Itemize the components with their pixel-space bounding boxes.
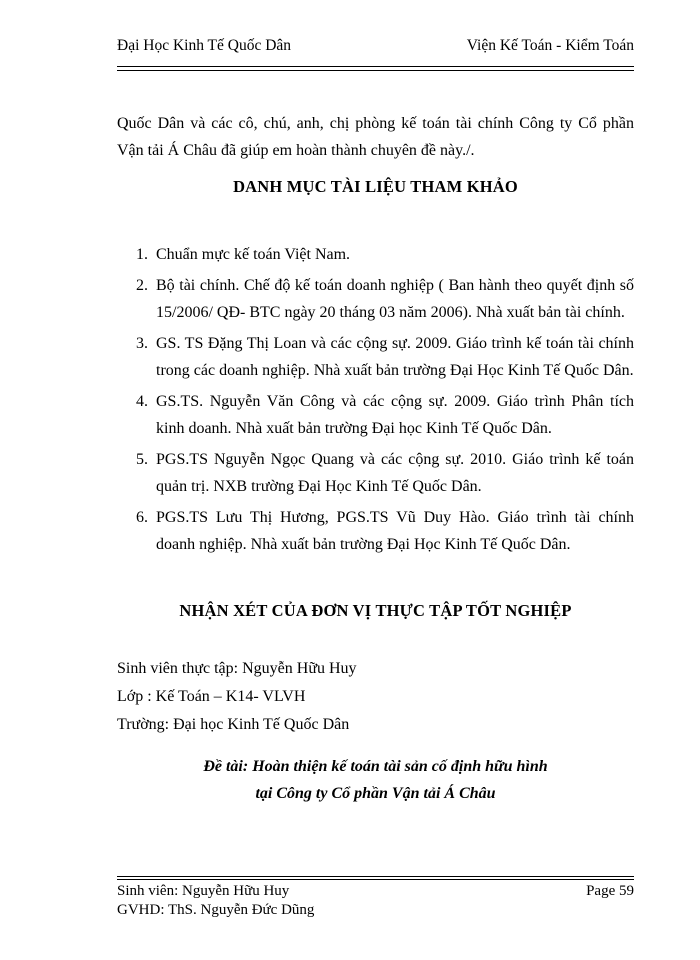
page-header bbox=[117, 36, 634, 56]
header-university: Đại Học Kinh Tế Quốc Dân bbox=[117, 37, 292, 54]
reference-item bbox=[117, 388, 634, 443]
page-footer bbox=[117, 882, 634, 920]
reference-item bbox=[117, 330, 634, 385]
intro-paragraph bbox=[117, 110, 634, 164]
page-number: Page 59 bbox=[586, 883, 634, 899]
student-school: Trường: Đại học Kinh Tế Quốc Dân bbox=[117, 715, 350, 733]
student-info bbox=[117, 655, 634, 739]
footer-rule-thin bbox=[117, 876, 634, 877]
reference-text: Chuẩn mực kế toán Việt Nam. bbox=[156, 246, 351, 263]
reference-text: PGS.TS Nguyễn Ngọc Quang và các cộng sự. 2010. Giáo trình kế toán quản trị. NXB trường Đại Học Kinh Tế Quốc Dân. bbox=[156, 450, 634, 495]
reference-item bbox=[117, 504, 634, 559]
reference-number: 4. bbox=[136, 392, 148, 410]
reference-text: Bộ tài chính. Chế độ kế toán doanh nghiệp ( Ban hành theo quyết định số 15/2006/ QĐ- BTC ngày 20 tháng 03 năm 2006). Nhà xuất bản tài chính. bbox=[156, 276, 634, 321]
header-institute: Viện Kế Toán - Kiểm Toán bbox=[466, 37, 634, 54]
thesis-topic bbox=[117, 753, 634, 807]
student-class: Lớp : Kế Toán – K14- VLVH bbox=[117, 687, 306, 705]
reference-text: GS.TS. Nguyễn Văn Công và các cộng sự. 2009. Giáo trình Phân tích kinh doanh. Nhà xuất bản trường Đại học Kinh Tế Quốc Dân. bbox=[156, 392, 634, 437]
reference-number: 5. bbox=[136, 450, 148, 468]
header-rule-thick bbox=[117, 66, 634, 67]
reference-text: PGS.TS Lưu Thị Hương, PGS.TS Vũ Duy Hào. Giáo trình tài chính doanh nghiệp. Nhà xuất bản trường Đại Học Kinh Tế Quốc Dân. bbox=[156, 508, 634, 553]
topic-line-2: tại Công ty Cổ phần Vận tải Á Châu bbox=[255, 784, 496, 802]
intro-line-1: Quốc Dân và các cô, chú, anh, chị phòng kế toán tài chính Công ty Cổ phần bbox=[117, 115, 634, 132]
footer-advisor: GVHD: ThS. Nguyễn Đức Dũng bbox=[117, 902, 315, 918]
header-rule-thin bbox=[117, 70, 634, 71]
evaluation-title: NHẬN XÉT CỦA ĐƠN VỊ THỰC TẬP TỐT NGHIỆP bbox=[179, 600, 572, 620]
reference-number: 1. bbox=[136, 246, 148, 263]
page-body bbox=[117, 110, 634, 807]
references-list bbox=[117, 241, 634, 559]
references-title: DANH MỤC TÀI LIỆU THAM KHẢO bbox=[233, 177, 518, 196]
reference-item bbox=[117, 272, 634, 327]
reference-text: GS. TS Đặng Thị Loan và các cộng sự. 2009. Giáo trình kế toán tài chính trong các doanh nghiệp. Nhà xuất bản trường Đại Học Kinh Tế Quốc Dân. bbox=[156, 334, 634, 379]
reference-item bbox=[117, 241, 634, 269]
topic-line-1: Đề tài: Hoàn thiện kế toán tài sản cố định hữu hình bbox=[203, 757, 548, 775]
reference-item bbox=[117, 446, 634, 501]
student-name: Sinh viên thực tập: Nguyễn Hữu Huy bbox=[117, 659, 357, 677]
footer-student: Sinh viên: Nguyễn Hữu Huy bbox=[117, 883, 290, 899]
footer-rule-thick bbox=[117, 879, 634, 880]
reference-number: 3. bbox=[136, 334, 148, 352]
intro-line-2: Vận tải Á Châu đã giúp em hoàn thành chuyên đề này./. bbox=[117, 142, 475, 159]
reference-number: 6. bbox=[136, 508, 148, 526]
reference-number: 2. bbox=[136, 276, 148, 294]
